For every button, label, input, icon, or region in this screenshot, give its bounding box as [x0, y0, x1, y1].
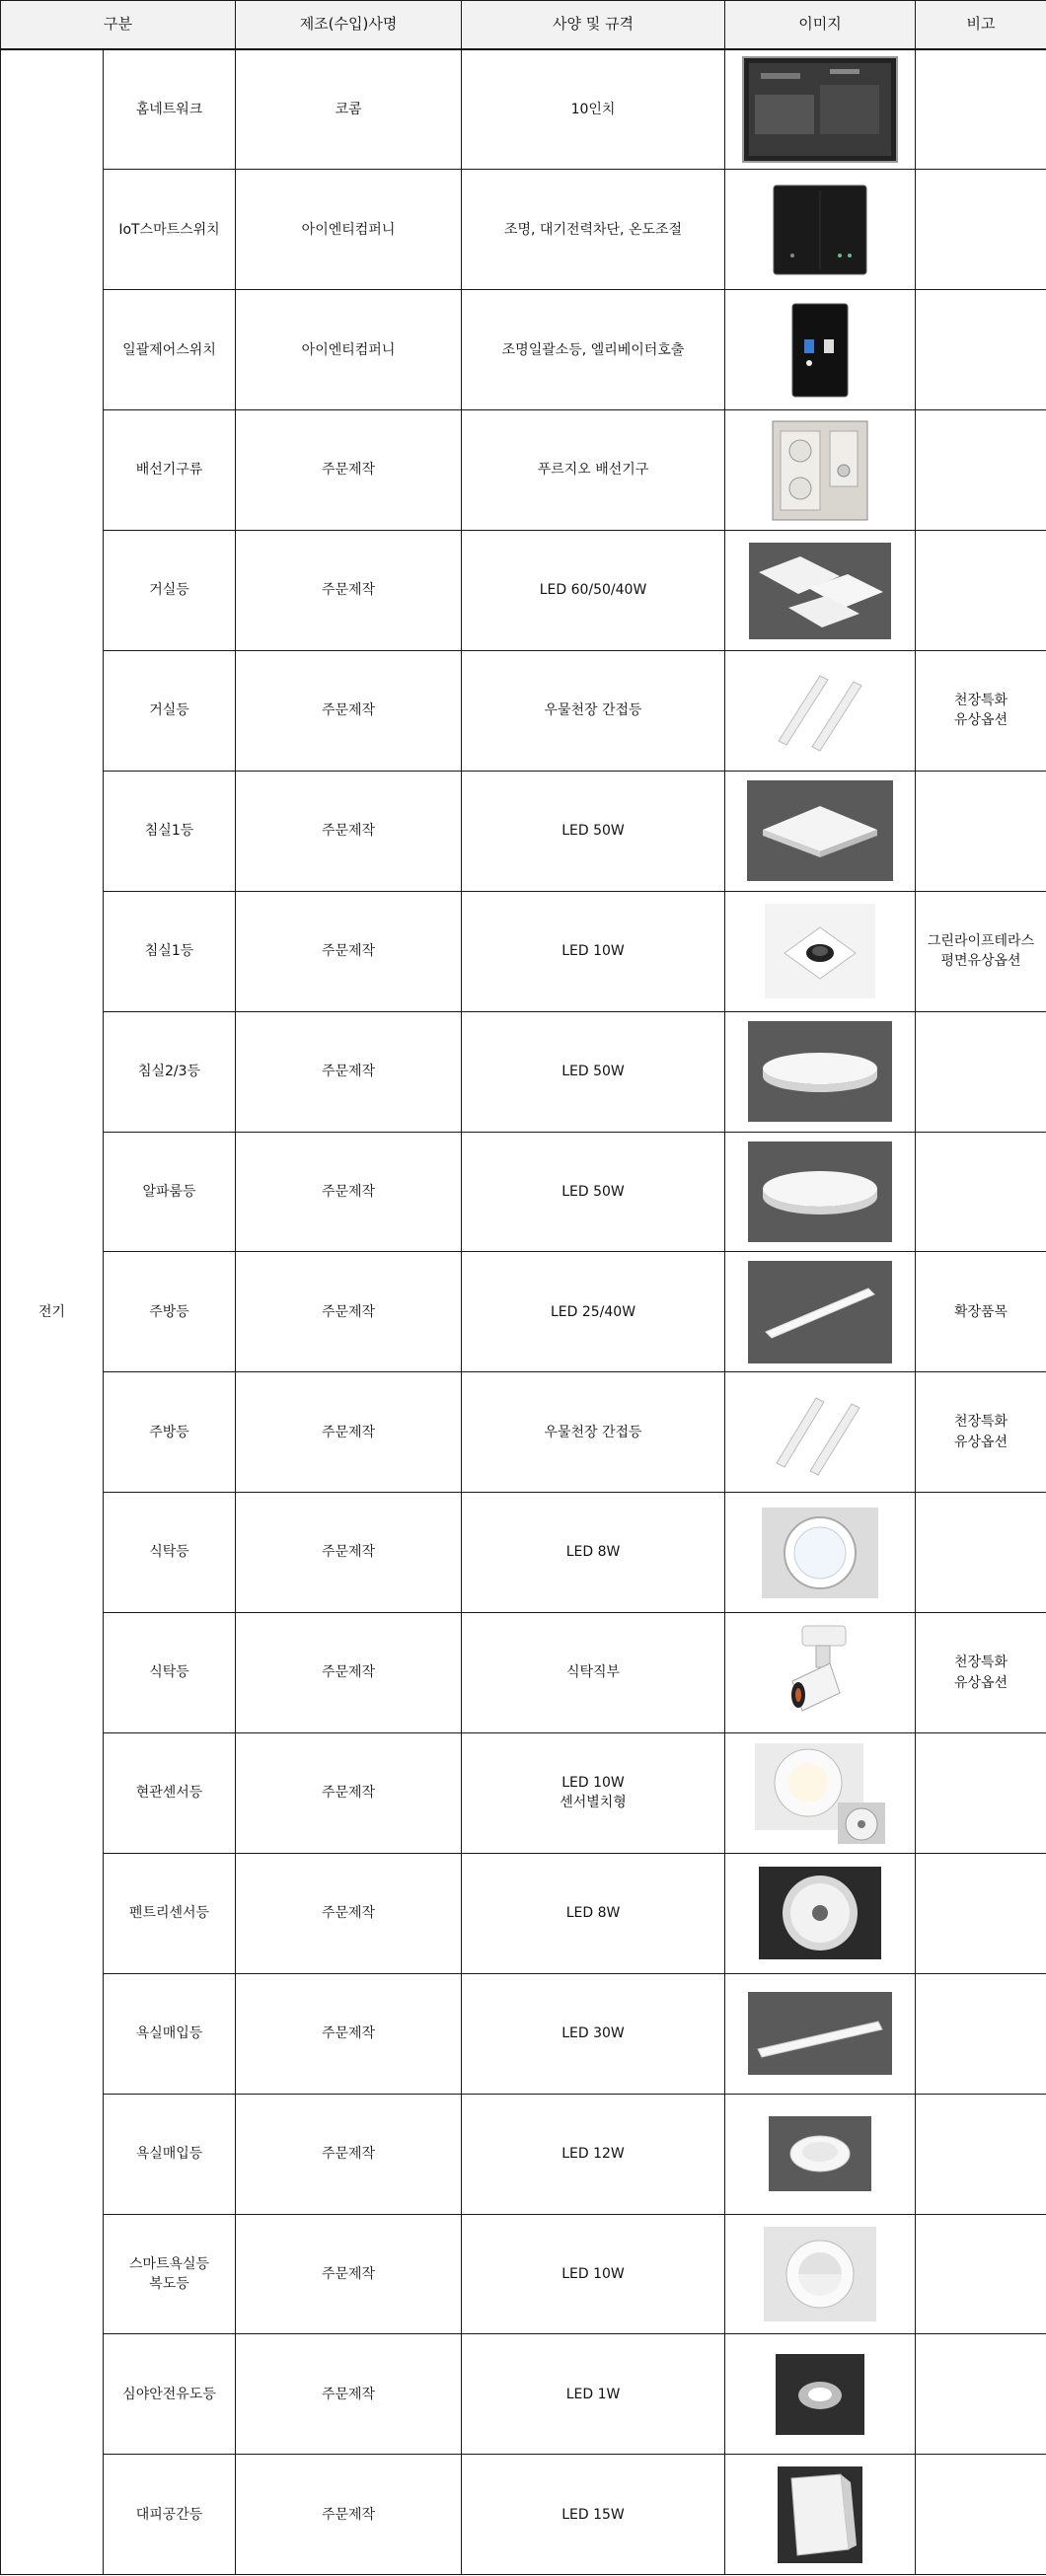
item-name: 주방등: [104, 1252, 236, 1372]
table-row: [1, 410, 1046, 531]
item-remark: [916, 2094, 1046, 2214]
square-panel-image: [725, 771, 916, 891]
item-name: 거실등: [104, 531, 236, 651]
item-remark: [916, 1493, 1046, 1613]
header-remark: 비고: [916, 1, 1046, 50]
item-remark: [916, 2214, 1046, 2334]
item-maker: 주문제작: [236, 2094, 462, 2214]
item-remark: [916, 1853, 1046, 1973]
table-row: [1, 49, 1046, 170]
item-name: 욕실매입등: [104, 1973, 236, 2094]
item-name: 펜트리센서등: [104, 1853, 236, 1973]
recessed-linear-image: [725, 1252, 916, 1372]
table-row: [1, 2455, 1046, 2575]
table-row: [1, 1372, 1046, 1493]
group-label: 전기: [1, 49, 104, 2575]
item-spec: LED 50W: [462, 1132, 725, 1252]
table-row: [1, 1252, 1046, 1372]
header-row: [1, 1, 1046, 50]
linear-light-image: [725, 650, 916, 771]
header-spec: 사양 및 규격: [462, 1, 725, 50]
item-spec: LED 10W 센서별치형: [462, 1732, 725, 1853]
panel-light-set-image: [725, 531, 916, 651]
item-maker: 주문제작: [236, 891, 462, 1011]
item-remark: [916, 1732, 1046, 1853]
item-spec: LED 10W: [462, 891, 725, 1011]
item-spec: LED 10W: [462, 2214, 725, 2334]
item-maker: 주문제작: [236, 1132, 462, 1252]
item-remark: [916, 170, 1046, 290]
linear-light-image: [725, 1372, 916, 1493]
item-name: 알파룸등: [104, 1132, 236, 1252]
item-spec: LED 50W: [462, 1011, 725, 1132]
item-maker: 주문제작: [236, 771, 462, 891]
item-spec: 푸르지오 배선기구: [462, 410, 725, 531]
table-row: [1, 2214, 1046, 2334]
spot-light-image: [725, 1613, 916, 1733]
table-row: [1, 1973, 1046, 2094]
item-remark: [916, 1973, 1046, 2094]
outlet-image: [725, 410, 916, 531]
table-row: [1, 1493, 1046, 1613]
item-name: 침실1등: [104, 771, 236, 891]
item-spec: LED 30W: [462, 1973, 725, 2094]
header-category: 구분: [1, 1, 236, 50]
item-remark: [916, 290, 1046, 410]
item-remark: 천장특화 유상옵션: [916, 1613, 1046, 1733]
item-name: 침실2/3등: [104, 1011, 236, 1132]
master-switch-image: [725, 290, 916, 410]
item-name: 현관센서등: [104, 1732, 236, 1853]
round-ceiling-image: [725, 1132, 916, 1252]
home-network-panel-image: [725, 49, 916, 170]
table-row: [1, 170, 1046, 290]
item-remark: 천장특화 유상옵션: [916, 1372, 1046, 1493]
item-maker: 주문제작: [236, 531, 462, 651]
sensor-light-image: [725, 1732, 916, 1853]
item-name: 주방등: [104, 1372, 236, 1493]
bath-downlight-image: [725, 2094, 916, 2214]
item-maker: 주문제작: [236, 1613, 462, 1733]
item-spec: 조명, 대기전력차단, 온도조절: [462, 170, 725, 290]
item-spec: 조명일괄소등, 엘리베이터호출: [462, 290, 725, 410]
table-row: [1, 1011, 1046, 1132]
item-remark: [916, 1011, 1046, 1132]
table-row: [1, 891, 1046, 1011]
item-name: 심야안전유도등: [104, 2334, 236, 2455]
table-row: [1, 2094, 1046, 2214]
item-maker: 주문제작: [236, 2455, 462, 2575]
table-row: [1, 531, 1046, 651]
item-remark: [916, 1132, 1046, 1252]
item-remark: 확장품목: [916, 1252, 1046, 1372]
table-row: [1, 1853, 1046, 1973]
item-maker: 주문제작: [236, 1973, 462, 2094]
item-name: 스마트욕실등 복도등: [104, 2214, 236, 2334]
item-maker: 주문제작: [236, 650, 462, 771]
item-maker: 주문제작: [236, 2214, 462, 2334]
item-spec: LED 15W: [462, 2455, 725, 2575]
item-remark: [916, 410, 1046, 531]
round-ceiling-image: [725, 1011, 916, 1132]
item-name: 식탁등: [104, 1613, 236, 1733]
item-maker: 주문제작: [236, 1252, 462, 1372]
item-name: 거실등: [104, 650, 236, 771]
item-name: 식탁등: [104, 1493, 236, 1613]
table-row: [1, 2334, 1046, 2455]
smart-switch-image: [725, 170, 916, 290]
item-spec: 우물천장 간접등: [462, 650, 725, 771]
item-spec: LED 8W: [462, 1853, 725, 1973]
item-spec: LED 1W: [462, 2334, 725, 2455]
table-row: [1, 650, 1046, 771]
item-remark: [916, 49, 1046, 170]
sensor-ceiling-image: [725, 1853, 916, 1973]
item-remark: [916, 771, 1046, 891]
item-maker: 주문제작: [236, 1732, 462, 1853]
item-spec: LED 12W: [462, 2094, 725, 2214]
table-row: [1, 771, 1046, 891]
item-maker: 주문제작: [236, 2334, 462, 2455]
item-name: 홈네트워크: [104, 49, 236, 170]
header-image: 이미지: [725, 1, 916, 50]
item-name: 대피공간등: [104, 2455, 236, 2575]
table-row: [1, 1613, 1046, 1733]
smart-bath-light-image: [725, 2214, 916, 2334]
shelter-light-image: [725, 2455, 916, 2575]
item-maker: 주문제작: [236, 1372, 462, 1493]
item-name: 배선기구류: [104, 410, 236, 531]
item-name: 침실1등: [104, 891, 236, 1011]
bath-linear-image: [725, 1973, 916, 2094]
item-maker: 주문제작: [236, 1493, 462, 1613]
downlight-square-image: [725, 891, 916, 1011]
item-maker: 주문제작: [236, 1011, 462, 1132]
item-remark: [916, 531, 1046, 651]
table-row: [1, 290, 1046, 410]
item-name: 일괄제어스위치: [104, 290, 236, 410]
table-row: [1, 1732, 1046, 1853]
item-spec: 10인치: [462, 49, 725, 170]
item-spec: 식탁직부: [462, 1613, 725, 1733]
item-maker: 아이엔티컴퍼니: [236, 290, 462, 410]
item-spec: LED 8W: [462, 1493, 725, 1613]
header-maker: 제조(수입)사명: [236, 1, 462, 50]
item-maker: 주문제작: [236, 1853, 462, 1973]
item-name: 욕실매입등: [104, 2094, 236, 2214]
item-remark: [916, 2455, 1046, 2575]
item-remark: 천장특화 유상옵션: [916, 650, 1046, 771]
item-spec: LED 60/50/40W: [462, 531, 725, 651]
item-spec: 우물천장 간접등: [462, 1372, 725, 1493]
item-remark: 그린라이프테라스 평면유상옵션: [916, 891, 1046, 1011]
item-name: IoT스마트스위치: [104, 170, 236, 290]
item-spec: LED 25/40W: [462, 1252, 725, 1372]
item-maker: 아이엔티컴퍼니: [236, 170, 462, 290]
item-maker: 코콤: [236, 49, 462, 170]
table-row: [1, 1132, 1046, 1252]
night-guide-light-image: [725, 2334, 916, 2455]
item-spec: LED 50W: [462, 771, 725, 891]
item-remark: [916, 2334, 1046, 2455]
round-downlight-image: [725, 1493, 916, 1613]
item-maker: 주문제작: [236, 410, 462, 531]
